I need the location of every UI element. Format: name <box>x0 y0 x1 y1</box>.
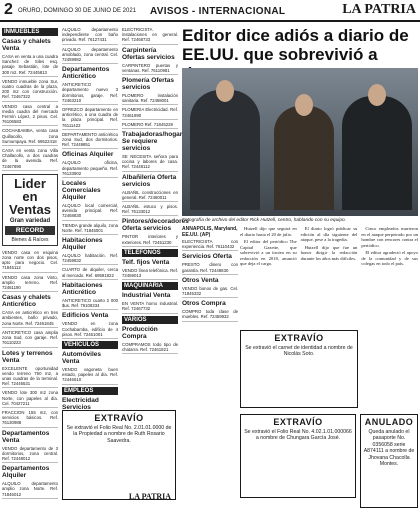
classified-ad: ALQUILO departamento amoblado, zona central. Cel. 72459982 <box>62 46 118 65</box>
subcategory-header: Habitaciones Alquiler <box>62 237 103 252</box>
photo-caption: Fotografía de archivo del editor Rick Hutzell, centro, hablando con su equipo. <box>182 218 346 223</box>
footer-brand: LA PATRIA <box>128 492 172 501</box>
classified-ad: ALBAÑIL estuco y pisos. Ref. 76133012 <box>122 203 178 216</box>
category-header: VARIOS <box>122 316 178 324</box>
classified-ad: DEPARTAMENTO anticrético zona Sud, dos dormitorios. Ref. 72449851 <box>62 131 118 150</box>
subcategory-header: Plomería Ofertas servicios <box>122 77 175 92</box>
classified-ad: ELECTRICISTA con experiencia. Ref. 76110432 <box>182 238 238 251</box>
notice-title: EXTRAVÍO <box>274 333 324 343</box>
subcategory-header: Oficinas Alquiler <box>62 151 114 159</box>
notice-body: Se extravió el Folio Real No. 4.02.1.01.000066 a nombre de Chungara García José. <box>244 429 352 442</box>
subcategory-header: Casas y chalets Anticrético <box>2 294 51 309</box>
subcategory-header: Telf. fijos Venta <box>122 258 170 266</box>
subcategory-header: Electricidad Servicios <box>62 396 99 411</box>
promo-subtitle: Gran variedad <box>9 217 51 224</box>
subcategory-header: Industrial Venta <box>122 292 171 300</box>
subcategory-header: Departamentos Anticrético <box>62 66 110 81</box>
photo-face <box>368 84 386 106</box>
subcategory-header: Departamentos Venta <box>2 429 50 444</box>
classified-ad: ALBAÑIL construcciones en general. Ref. 72460011 <box>122 189 178 202</box>
category-header: VEHÍCULOS <box>62 341 118 349</box>
section-title: AVISOS - INTERNACIONAL <box>150 6 286 17</box>
article-paragraph: El editor agradeció el apoyo de la comunidad y de sus colegas en todo el país. <box>361 250 418 266</box>
classified-ad: COMPRAMOS todo tipo de chatarra. Ref. 72461821 <box>122 341 178 354</box>
classified-ad: CUARTO de alquiler, cerca al mercado. Ref. 69591822 <box>62 266 118 279</box>
notice-extravio <box>62 410 176 500</box>
classified-ad: VENDO lote 300 m2 zona Norte, con papeles al día. Cel. 70427211 <box>2 389 58 408</box>
classified-ad: CASA en anticrético en tres ambientes, baño privado, zona Norte. Ref. 72461845 <box>2 309 58 328</box>
notice-body: Queda anulado el pasaporte No. 0356058 serie A874111 a nombre de Jhovana Chacolla Montes. <box>363 429 415 468</box>
promo-box <box>2 174 58 246</box>
classified-ad: SE NECESITA señora para cocina y labores de casa. Ref. 72448112 <box>122 153 178 172</box>
classified-ad: VENDO departamento de 3 dormitorios, zona central. Ref. 72448012 <box>2 445 58 464</box>
classified-ad: ANTICRETICO casa amplia zona Sud, con garaje. Ref. 76110223 <box>2 329 58 348</box>
category-header: MAQUINARIA <box>122 282 178 290</box>
subcategory-header: Lotes y terrenos Venta <box>2 349 53 364</box>
classified-ad: CARPINTERO puertas y ventanas. Ref. 76110981 <box>122 62 178 75</box>
classified-ad: PRESTO dinero con garantía. Ref. 72448830 <box>182 261 238 274</box>
classifieds-column-4 <box>182 226 238 406</box>
classified-ad: EXCELENTE oportunidad vendo terreno 750 m2, a unas cuadras de la terminal. Ref. 72446531 <box>2 365 58 389</box>
classified-ad: COMPRO toda clase de muebles. Ref. 72459932 <box>182 308 238 321</box>
subcategory-header: Pintores/decoradores Oferta servicios <box>122 218 189 233</box>
classified-ad: CASA en venta a una cuadra Sanchez de Siles esq. pasaje Sebastián, lote de 300 m2. Ref. 72445813 <box>2 53 58 77</box>
category-header: INMUEBLES <box>2 28 58 36</box>
classified-ad: VENDO en zona Cochabamba, edificio de 4 pisos. Ref. 72461001 <box>62 320 118 339</box>
article-paragraph: Cinco empleados murieron en el ataque perpetrado por un hombre con rencores contra el periódico. <box>361 226 418 248</box>
classifieds-column-1 <box>2 26 58 511</box>
subcategory-header: Casas y chalets Venta <box>2 38 51 52</box>
classified-ad: VENDO casa en esquina zona norte con dos pisos, apto para negocio. Cel. 71845112 <box>2 249 58 273</box>
promo-headline: Lider en Ventas <box>9 175 51 217</box>
classified-ad: ALQUILO local comercial, avenida principal. Ref. 72468830 <box>62 202 118 221</box>
notice-extravio <box>240 414 356 498</box>
article-headline: Editor dice adiós a diario de EE.UU. que sobrevivió a <box>182 26 409 64</box>
newspaper-brand: LA PATRIA <box>342 2 416 17</box>
classified-ad: PLOMERO Ref. 71845229 <box>122 121 178 129</box>
photo-figure <box>190 90 260 210</box>
promo-tagline: Bienes & Raíces <box>11 236 49 243</box>
promo-brand: RECORD <box>5 226 55 235</box>
classified-ad: PLOMERO instalación sanitaria. Ref. 72468001 <box>122 92 178 105</box>
classified-ad: VENDO línea telefónica. Ref. 72459013 <box>122 267 178 280</box>
subcategory-header: Servicios Oferta <box>182 253 232 261</box>
classified-ad: VENDO casa central a media cuadra del mercado Fermín López, 2 pisos. Cel. 76106583 <box>2 103 58 127</box>
photo-face <box>295 94 313 116</box>
notice-extravio <box>240 330 358 408</box>
notice-title: EXTRAVÍO <box>273 417 323 427</box>
subcategory-header: Edificios Venta <box>62 312 109 320</box>
article-photo <box>182 68 418 216</box>
article-body <box>240 226 418 326</box>
category-header: EMPLEOS <box>62 387 118 395</box>
article-paragraph: Hutzell dijo que seguirá en el diario hasta el 20 de julio. <box>240 226 297 237</box>
classified-ad: ANTICRETICO cuarto 2 000 $us. Ref. 76108234 <box>62 297 118 310</box>
classified-ad: COCHABAMBA, venta casa Quillacollo, zona Sumumpaya. Ref. 69522418 <box>2 127 58 146</box>
photo-figure <box>274 106 334 210</box>
notice-title: EXTRAVÍO <box>94 413 144 423</box>
classified-ad: VENDO bonos de gas. Cel. 71845332 <box>182 285 238 298</box>
notice-body: Se extravió el Folio Real No. 2.01.01.0000 de la Propiedad a nombre de Ruth Rosario Saavedra. <box>66 425 172 444</box>
subcategory-header: Automóviles Venta <box>62 350 102 365</box>
classified-ad: ALQUILO habitación. Ref. 72459832 <box>62 252 118 265</box>
classified-ad: EN VENTA horno industrial. Ref. 72467732 <box>122 300 178 313</box>
page-header <box>0 0 420 22</box>
subcategory-header: Departamentos Alquiler <box>2 465 50 480</box>
notice-title: ANULADO <box>364 417 414 427</box>
classified-ad: ALQUILO departamento amplio zona Norte. Ref. 71846012 <box>2 480 58 499</box>
article-paragraph: El editor del periódico The Capital Gazette, que sobrevivió a un tiroteo en su redacción en 2018, anunció que deja el cargo. <box>240 239 297 266</box>
photo-figure <box>342 96 412 210</box>
classified-ad: ALQUILO oficina, departamento pequeño. Ref. 76133902 <box>62 159 118 178</box>
classified-ad: ALQUILO departamento independiente con baño privado. Ref. 76127431 <box>62 26 118 45</box>
classified-ad: VENDO inmueble zona Sur, cuatro cuadras de la plaza, 200 m2 con construcción. Ref. 72467322 <box>2 78 58 102</box>
page-number: 2 <box>4 1 13 18</box>
classified-ad: CASA en venta zona Villa Challacollo, a dos cuadras de la avenida. Ref. 72467890 <box>2 147 58 171</box>
photo-face <box>216 80 234 102</box>
subcategory-header: Locales Comerciales Alquiler <box>62 180 101 202</box>
classified-ad: PINTOR interiores y exteriores. Ref. 72451230 <box>122 233 178 246</box>
classified-ad: ANTICRETICO departamento nuevo 3 dormitorios, garaje. Ref. 72463210 <box>62 81 118 105</box>
classified-ad: ELECTRICISTA instalaciones en general. Ref. 72468733 <box>122 26 178 45</box>
article-paragraph: El diario logró publicar su edición al día siguiente del ataque, pese a la tragedia. <box>300 226 358 242</box>
edition-date: ORURO, DOMINGO 30 DE JUNIO DE 2021 <box>18 8 137 14</box>
subcategory-header: Otros Compra <box>182 300 226 308</box>
subcategory-header: Trabajadoras/hogar Se requiere servicios <box>122 131 183 153</box>
article-byline: ANNAPOLIS, Maryland, EE.UU. (AP) <box>182 226 238 238</box>
subcategory-header: Otros Venta <box>182 276 219 284</box>
classified-ad: FRACCION 155 m2, con servicios básicos. Ref. 76130988 <box>2 409 58 428</box>
classified-ad: TIENDA grande alquilo, zona Norte. Ref. 71845001 <box>62 222 118 235</box>
notice-body: Se extravió el carnet de identidad a nombre de Nicolás Soto. <box>245 345 353 358</box>
article-paragraph: Hutzell dijo que fue un honor dirigir la redacción durante los años más difíciles. <box>300 244 358 261</box>
classified-ad: OFREZCO departamento en anticrético, a una cuadra de la plaza principal. Ref. 76111422 <box>62 106 118 130</box>
subcategory-header: Albañilería Oferta servicios <box>122 173 177 188</box>
notice-anulado <box>360 414 418 508</box>
classified-ad: PLOMERIA Electricidad. Ref. 72461890 <box>122 106 178 119</box>
subcategory-header: Producción Compra <box>122 325 158 340</box>
classified-ad: VENDO vagoneta buen estado, papeles al día. Ref. 72446610 <box>62 366 118 385</box>
classified-ad: VENDO casa zona Vinto, amplio terreno. Ref. 72461190 <box>2 274 58 293</box>
subcategory-header: Carpintería Ofertas servicios <box>122 46 175 61</box>
subcategory-header: Habitaciones Anticrético <box>62 281 103 296</box>
category-header: TELÉFONOS <box>122 249 178 257</box>
